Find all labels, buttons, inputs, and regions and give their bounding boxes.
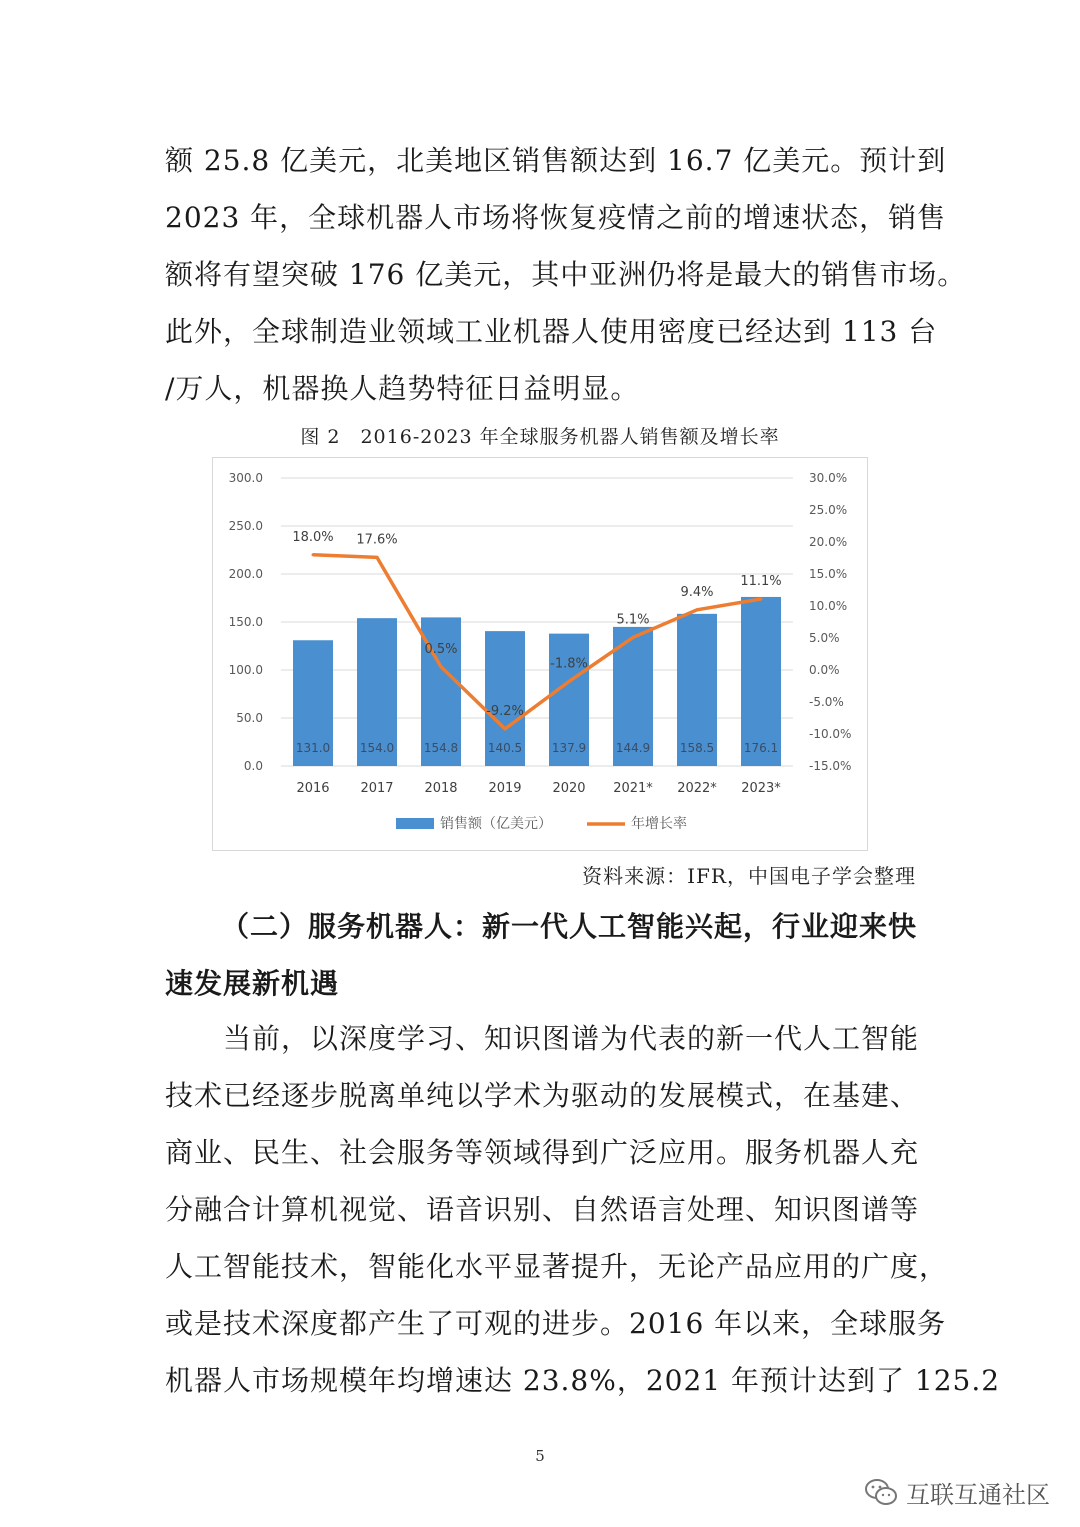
growth-rate-label: -1.8%	[550, 656, 588, 672]
figure-caption: 图 2 2016-2023 年全球服务机器人销售额及增长率	[300, 426, 780, 448]
growth-rate-label: 17.6%	[356, 532, 398, 548]
section-heading	[165, 898, 917, 1012]
wechat-icon	[864, 1477, 898, 1507]
bar-value-label: 137.9	[551, 741, 587, 755]
source-note: 资料来源：IFR，中国电子学会整理	[582, 864, 916, 888]
growth-rate-point	[760, 597, 763, 600]
x-tick-label: 2019	[488, 781, 522, 796]
paragraph-line: 分融合计算机视觉、语音识别、自然语言处理、知识图谱等	[165, 1193, 920, 1226]
right-tick-label: 5.0%	[809, 631, 840, 645]
bar-value-label: 140.5	[487, 741, 523, 755]
paragraph-line: 额将有望突破 176 亿美元，其中亚洲仍将是最大的销售市场。	[165, 258, 967, 291]
right-tick-label: 30.0%	[809, 471, 848, 485]
left-tick-label: 150.0	[228, 615, 263, 629]
right-tick-label: 20.0%	[809, 535, 848, 549]
watermark-text: 互联互通社区	[906, 1480, 1050, 1509]
body-paragraph	[165, 1010, 1001, 1409]
paragraph-line: 2023 年，全球机器人市场将恢复疫情之前的增速状态，销售	[165, 201, 947, 234]
left-tick-label: 100.0	[228, 663, 263, 677]
growth-rate-point	[632, 636, 635, 639]
right-tick-label: -5.0%	[809, 695, 844, 709]
growth-rate-label: 11.1%	[740, 573, 782, 589]
x-tick-label: 2018	[424, 781, 458, 796]
left-tick-label: 50.0	[236, 711, 263, 725]
growth-rate-label: -9.2%	[486, 703, 524, 719]
heading-line: （二）服务机器人：新一代人工智能兴起，行业迎来快	[221, 910, 918, 943]
paragraph-line: 人工智能技术，智能化水平显著提升，无论产品应用的广度，	[165, 1250, 949, 1283]
x-tick-label: 2021*	[613, 781, 653, 796]
growth-rate-point	[504, 727, 507, 730]
x-tick-label: 2020	[552, 781, 586, 796]
combo-chart	[213, 458, 867, 850]
bar-value-label: 154.0	[359, 741, 395, 755]
growth-rate-label: 9.4%	[680, 584, 714, 600]
paragraph-line: 技术已经逐步脱离单纯以学术为驱动的发展模式，在基建、	[165, 1079, 920, 1112]
x-tick-label: 2022*	[677, 781, 717, 796]
x-tick-label: 2017	[360, 781, 394, 796]
bar-value-label: 131.0	[295, 741, 331, 755]
growth-rate-point	[312, 553, 315, 556]
bar-value-label: 176.1	[743, 741, 779, 755]
watermark	[864, 1475, 1050, 1509]
legend-label-sales: 销售额（亿美元）	[440, 816, 552, 832]
x-tick-label: 2023*	[741, 781, 781, 796]
bar-value-label: 158.5	[679, 741, 715, 755]
x-tick-label: 2016	[296, 781, 330, 796]
paragraph-line: 机器人市场规模年均增速达 23.8%，2021 年预计达到了 125.2	[165, 1364, 1001, 1397]
left-tick-label: 200.0	[228, 567, 263, 581]
growth-rate-point	[696, 608, 699, 611]
left-tick-label: 300.0	[228, 471, 263, 485]
bar-value-label: 154.8	[423, 741, 459, 755]
paragraph-line: 此外，全球制造业领域工业机器人使用密度已经达到 113 台	[165, 315, 938, 348]
legend-swatch-sales	[396, 818, 434, 829]
paragraph-line: 当前，以深度学习、知识图谱为代表的新一代人工智能	[223, 1022, 920, 1055]
right-tick-label: -15.0%	[809, 759, 852, 773]
paragraph-line: /万人，机器换人趋势特征日益明显。	[165, 372, 640, 405]
right-tick-label: 0.0%	[809, 663, 840, 677]
top-paragraph	[165, 132, 967, 417]
chart-frame	[212, 457, 868, 851]
heading-line: 速发展新机遇	[165, 967, 340, 1000]
right-tick-label: -10.0%	[809, 727, 852, 741]
left-tick-label: 250.0	[228, 519, 263, 533]
page-number: 5	[535, 1447, 545, 1465]
right-tick-label: 10.0%	[809, 599, 848, 613]
right-tick-label: 15.0%	[809, 567, 848, 581]
growth-rate-point	[568, 680, 571, 683]
growth-rate-point	[376, 556, 379, 559]
growth-rate-label: 18.0%	[292, 529, 334, 545]
growth-rate-point	[440, 665, 443, 668]
bar-value-label: 144.9	[615, 741, 651, 755]
paragraph-line: 或是技术深度都产生了可观的进步。2016 年以来，全球服务	[165, 1307, 947, 1340]
growth-rate-label: 0.5%	[424, 641, 458, 657]
legend-label-growth: 年增长率	[631, 816, 687, 832]
right-tick-label: 25.0%	[809, 503, 848, 517]
paragraph-line: 额 25.8 亿美元，北美地区销售额达到 16.7 亿美元。预计到	[165, 144, 947, 177]
growth-rate-label: 5.1%	[616, 612, 650, 628]
left-tick-label: 0.0	[243, 759, 263, 773]
paragraph-line: 商业、民生、社会服务等领域得到广泛应用。服务机器人充	[165, 1136, 920, 1169]
